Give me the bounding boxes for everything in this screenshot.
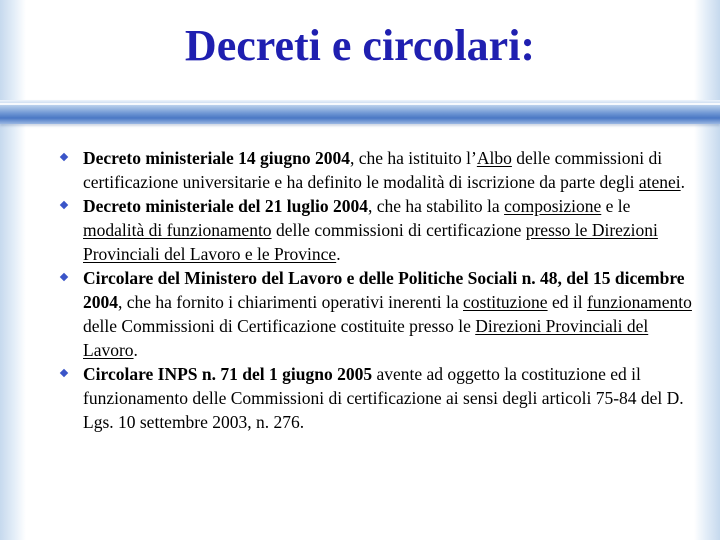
list-item [60,266,692,362]
item-text: delle commissioni di certificazione universitarie e ha definito le modalità di iscrizione da parte degli [83,148,663,192]
item-text: , che ha istituito l’ [350,148,477,168]
diamond-bullet-icon [60,369,68,377]
item-underlined-text: composizione [504,196,602,216]
item-text: . [680,172,686,192]
item-bold-text: Decreto ministeriale 14 giugno 2004 [83,148,350,168]
header-bar [0,100,720,124]
item-underlined-text: costituzione [463,292,548,312]
left-gradient-band [0,0,26,540]
item-text: avente ad oggetto la costituzione ed il funzionamento delle Commissioni di certificazione ai sensi degli articoli 75-84 del D. Lgs. 10 settembre 2003, n. 276. [83,364,684,432]
item-text: delle Commissioni di Certificazione costituite presso le [83,316,476,336]
item-underlined-text: presso le Direzioni Provinciali del Lavoro e le Province [83,220,658,264]
item-bold-text: Decreto ministeriale del 21 luglio 2004 [83,196,368,216]
diamond-bullet-icon [60,201,68,209]
item-underlined-text: modalità di funzionamento [83,220,272,240]
item-underlined-text: Albo [476,148,512,168]
item-text: , che ha fornito i chiarimenti operativi inerenti la [118,292,464,312]
list-item [60,194,692,266]
item-text: . [336,244,341,264]
item-text: . [133,340,138,360]
list-item [60,146,692,194]
diamond-bullet-icon [60,153,68,161]
right-gradient-band [694,0,720,540]
item-underlined-text: atenei [638,172,681,192]
item-underlined-text: funzionamento [586,292,692,312]
item-text: , che ha stabilito la [367,196,505,216]
item-underlined-text: Direzioni Provinciali del Lavoro [83,316,649,360]
item-text: ed il [547,292,587,312]
list-item [60,362,692,434]
item-text: delle commissioni di certificazione [271,220,526,240]
item-bold-text: Circolare INPS n. 71 del 1 giugno 2005 [83,364,373,384]
item-bold-text: Circolare del Ministero del Lavoro e delle Politiche Sociali n. 48, del 15 dicembre 2004 [83,268,685,312]
bullet-list [60,146,692,434]
item-text: e le [601,196,631,216]
diamond-bullet-icon [60,273,68,281]
slide-title: Decreti e circolari: [184,21,536,70]
